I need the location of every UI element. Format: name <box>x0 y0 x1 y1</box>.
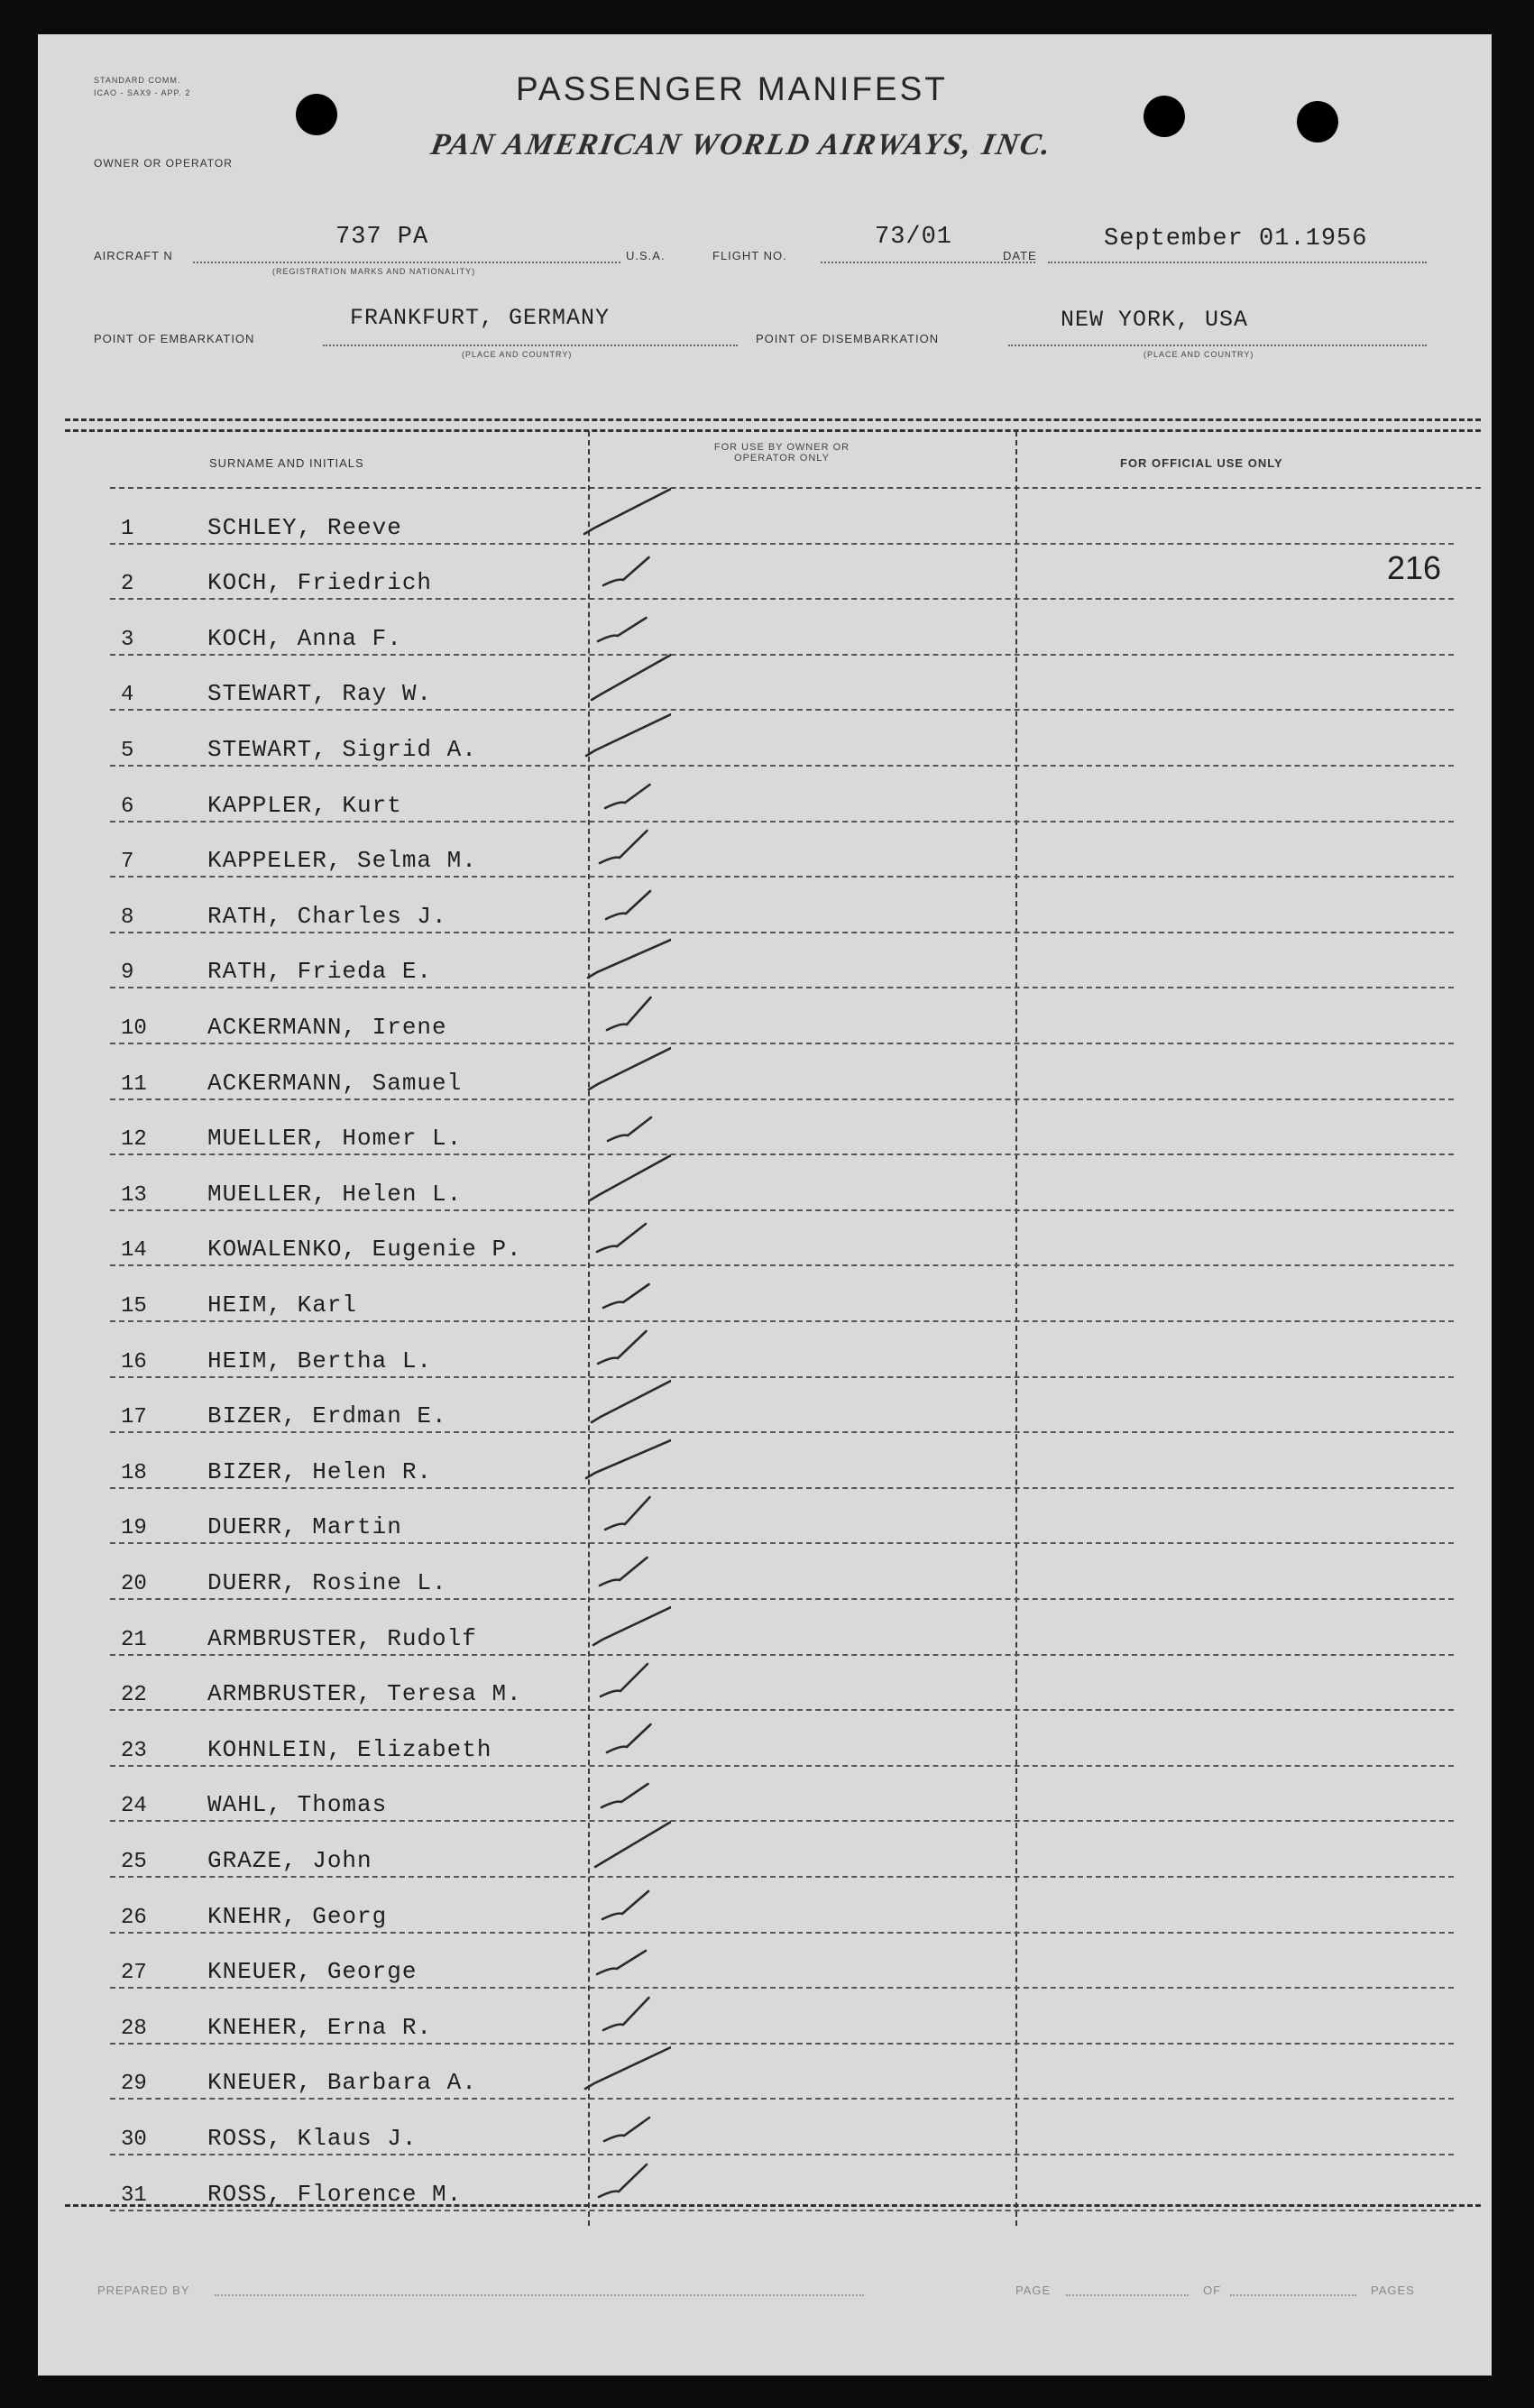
disembark-underline <box>1008 345 1427 346</box>
row-number: 29 <box>121 2072 147 2097</box>
passenger-name: MUELLER, Helen L. <box>207 1180 463 1208</box>
check-mark-icon <box>581 542 671 596</box>
check-mark-icon <box>581 1486 671 1540</box>
passenger-name: SCHLEY, Reeve <box>207 513 402 541</box>
check-mark-icon <box>581 709 671 763</box>
form-reference-2: ICAO - SAX9 - APP. 2 <box>94 88 191 97</box>
page-line <box>1066 2294 1189 2296</box>
embark-value: FRANKFURT, GERMANY <box>350 305 611 331</box>
row-number: 19 <box>121 1516 147 1541</box>
date-label: DATE <box>1003 249 1037 262</box>
column-header-owner-use: FOR USE BY OWNER OR OPERATOR ONLY <box>713 442 850 464</box>
table-row <box>74 1600 1454 1656</box>
row-number: 31 <box>121 2183 147 2208</box>
table-top-rule <box>65 418 1481 421</box>
table-row <box>74 711 1454 767</box>
passenger-name: RATH, Frieda E. <box>207 958 433 986</box>
table-row <box>74 1544 1454 1600</box>
row-number: 14 <box>121 1238 147 1264</box>
check-mark-icon <box>581 2098 671 2152</box>
prepared-by-line <box>215 2294 864 2296</box>
check-mark-icon <box>581 1764 671 1818</box>
check-mark-icon <box>581 1876 671 1930</box>
table-row <box>74 767 1454 823</box>
table-row <box>74 600 1454 656</box>
check-mark-icon <box>581 765 671 819</box>
table-row <box>74 1822 1454 1878</box>
passenger-name: DUERR, Martin <box>207 1513 402 1541</box>
disembark-caption: (PLACE AND COUNTRY) <box>1144 350 1254 359</box>
passenger-name: DUERR, Rosine L. <box>207 1568 447 1596</box>
row-number: 20 <box>121 1571 147 1596</box>
pages-label: PAGES <box>1371 2284 1415 2297</box>
row-number: 6 <box>121 794 134 819</box>
row-number: 23 <box>121 1738 147 1763</box>
row-number: 18 <box>121 1460 147 1485</box>
passenger-name: STEWART, Sigrid A. <box>207 735 477 763</box>
prepared-by-label: PREPARED BY <box>97 2284 190 2297</box>
table-row <box>74 1878 1454 1934</box>
disembark-label: POINT OF DISEMBARKATION <box>756 332 940 345</box>
passenger-name: KNEHER, Erna R. <box>207 2013 433 2041</box>
passenger-name: KOCH, Anna F. <box>207 624 402 652</box>
punch-hole <box>1297 101 1338 142</box>
table-row <box>74 656 1454 712</box>
table-row <box>74 1044 1454 1100</box>
punch-hole <box>296 94 337 135</box>
passenger-name: ARMBRUSTER, Teresa M. <box>207 1680 522 1708</box>
row-number: 26 <box>121 1905 147 1930</box>
row-number: 12 <box>121 1127 147 1153</box>
table-row <box>74 1100 1454 1156</box>
row-number: 5 <box>121 738 134 763</box>
row-number: 3 <box>121 627 134 652</box>
row-number: 28 <box>121 2016 147 2041</box>
check-mark-icon <box>581 820 671 874</box>
row-number: 11 <box>121 1071 147 1097</box>
punch-hole <box>1144 96 1185 137</box>
check-mark-icon <box>581 1375 671 1429</box>
row-number: 22 <box>121 1683 147 1708</box>
check-mark-icon <box>581 1153 671 1208</box>
column-header-official-use: FOR OFFICIAL USE ONLY <box>1120 456 1283 470</box>
form-reference-1: STANDARD COMM. <box>94 76 181 85</box>
table-row <box>74 1433 1454 1489</box>
passenger-list <box>38 489 1492 2238</box>
table-row <box>74 988 1454 1044</box>
check-mark-icon <box>581 931 671 985</box>
passenger-name: ACKERMANN, Samuel <box>207 1069 463 1097</box>
page-label: PAGE <box>1015 2284 1052 2297</box>
table-row <box>74 878 1454 933</box>
row-number: 10 <box>121 1016 147 1041</box>
check-mark-icon <box>581 1653 671 1707</box>
row-rule <box>110 2210 1454 2211</box>
manifest-sheet <box>38 34 1492 2376</box>
passenger-name: KNEUER, George <box>207 1958 418 1986</box>
passenger-name: KNEHR, Georg <box>207 1902 388 1930</box>
table-row <box>74 2155 1454 2211</box>
table-top-rule-2 <box>65 429 1481 432</box>
passenger-name: BIZER, Helen R. <box>207 1457 433 1485</box>
passenger-name: ROSS, Klaus J. <box>207 2124 418 2152</box>
check-mark-icon <box>581 1987 671 2041</box>
table-row <box>74 1711 1454 1767</box>
table-row <box>74 1155 1454 1211</box>
aircraft-label: AIRCRAFT N <box>94 249 173 262</box>
passenger-name: HEIM, Bertha L. <box>207 1346 433 1374</box>
table-row <box>74 1989 1454 2045</box>
date-value: September 01.1956 <box>1104 225 1368 253</box>
table-row <box>74 933 1454 989</box>
table-row <box>74 1767 1454 1823</box>
row-number: 7 <box>121 850 134 875</box>
passenger-name: KOWALENKO, Eugenie P. <box>207 1236 522 1264</box>
check-mark-icon <box>581 1320 671 1374</box>
passenger-name: ACKERMANN, Irene <box>207 1013 447 1041</box>
row-number: 25 <box>121 1849 147 1874</box>
check-mark-icon <box>581 598 671 652</box>
passenger-name: BIZER, Erdman E. <box>207 1402 447 1430</box>
check-mark-icon <box>581 653 671 707</box>
passenger-name: MUELLER, Homer L. <box>207 1125 463 1153</box>
flight-label: FLIGHT NO. <box>712 249 787 262</box>
table-row <box>74 489 1454 545</box>
table-row <box>74 545 1454 601</box>
table-row <box>74 1322 1454 1378</box>
row-number: 30 <box>121 2127 147 2152</box>
check-mark-icon <box>581 2154 671 2208</box>
passenger-name: KOHNLEIN, Elizabeth <box>207 1735 492 1763</box>
passenger-name: KAPPLER, Kurt <box>207 791 402 819</box>
embark-underline <box>323 345 738 346</box>
check-mark-icon <box>581 1098 671 1152</box>
row-number: 4 <box>121 683 134 708</box>
table-row <box>74 1489 1454 1545</box>
of-label: OF <box>1203 2284 1222 2297</box>
aircraft-value: 737 PA <box>335 224 429 251</box>
embark-caption: (PLACE AND COUNTRY) <box>462 350 573 359</box>
registration-caption: (REGISTRATION MARKS AND NATIONALITY) <box>272 267 476 276</box>
operator-name: PAN AMERICAN WORLD AIRWAYS, INC. <box>427 128 1055 161</box>
table-row <box>74 823 1454 878</box>
owner-operator-label: OWNER OR OPERATOR <box>94 157 233 170</box>
disembark-value: NEW YORK, USA <box>1061 307 1249 333</box>
check-mark-icon <box>581 1209 671 1263</box>
table-bottom-rule <box>65 2204 1481 2207</box>
official-use-note: 216 <box>1387 549 1442 587</box>
aircraft-underline <box>193 262 620 263</box>
row-number: 13 <box>121 1182 147 1208</box>
passenger-name: GRAZE, John <box>207 1846 372 1874</box>
table-row <box>74 1211 1454 1267</box>
table-row <box>74 2045 1454 2100</box>
check-mark-icon <box>581 1820 671 1874</box>
check-mark-icon <box>581 1542 671 1596</box>
flight-value: 73/01 <box>875 224 953 251</box>
check-mark-icon <box>581 1709 671 1763</box>
of-line <box>1230 2294 1356 2296</box>
check-mark-icon <box>581 2042 671 2096</box>
row-number: 2 <box>121 572 134 597</box>
row-number: 1 <box>121 516 134 541</box>
table-row <box>74 1934 1454 1990</box>
table-row <box>74 1656 1454 1712</box>
check-mark-icon <box>581 876 671 930</box>
row-number: 9 <box>121 960 134 986</box>
check-mark-icon <box>581 1043 671 1097</box>
passenger-name: KNEUER, Barbara A. <box>207 2069 477 2097</box>
passenger-name: KOCH, Friedrich <box>207 569 433 597</box>
check-mark-icon <box>581 1431 671 1485</box>
passenger-name: HEIM, Karl <box>207 1291 358 1319</box>
passenger-name: ARMBRUSTER, Rudolf <box>207 1624 477 1652</box>
row-number: 27 <box>121 1961 147 1986</box>
row-number: 21 <box>121 1627 147 1652</box>
table-row <box>74 1378 1454 1434</box>
table-row <box>74 1266 1454 1322</box>
passenger-name: WAHL, Thomas <box>207 1791 388 1819</box>
row-number: 16 <box>121 1349 147 1374</box>
check-mark-icon <box>581 1931 671 1985</box>
date-underline <box>1048 262 1427 263</box>
check-mark-icon <box>581 1598 671 1652</box>
check-mark-icon <box>581 987 671 1041</box>
check-mark-icon <box>581 1264 671 1319</box>
country-suffix: U.S.A. <box>626 249 666 262</box>
row-number: 24 <box>121 1794 147 1819</box>
row-number: 8 <box>121 905 134 930</box>
passenger-name: STEWART, Ray W. <box>207 680 433 708</box>
table-row <box>74 2100 1454 2155</box>
passenger-name: KAPPELER, Selma M. <box>207 847 477 875</box>
passenger-name: ROSS, Florence M. <box>207 2180 463 2208</box>
column-header-name: SURNAME AND INITIALS <box>209 456 364 470</box>
row-number: 17 <box>121 1405 147 1430</box>
page-title: PASSENGER MANIFEST <box>516 70 948 107</box>
embark-label: POINT OF EMBARKATION <box>94 332 255 345</box>
passenger-name: RATH, Charles J. <box>207 902 447 930</box>
check-mark-icon <box>581 487 671 541</box>
row-number: 15 <box>121 1293 147 1319</box>
